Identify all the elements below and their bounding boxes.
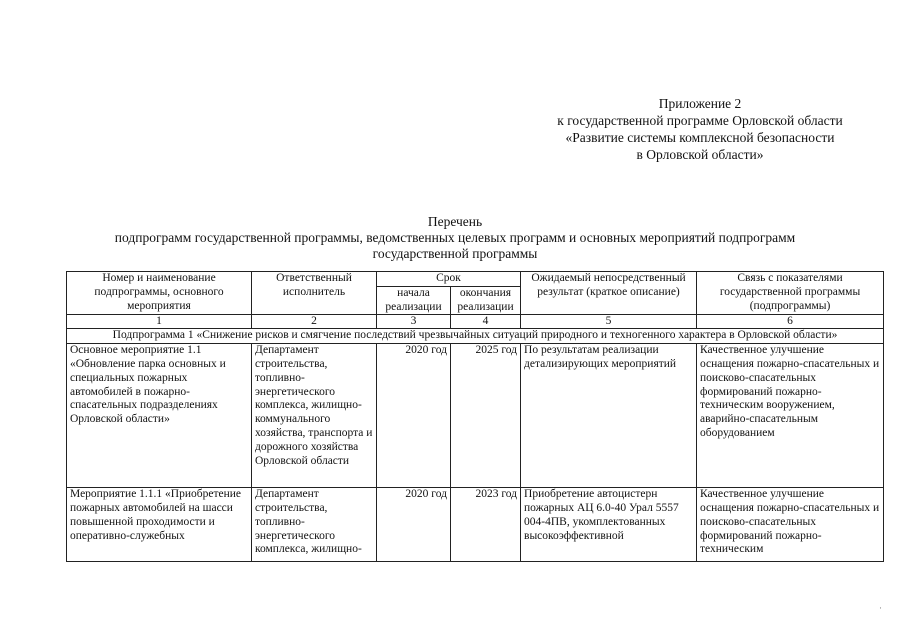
- column-numbers-row: [67, 315, 884, 329]
- column-number: 2: [252, 315, 377, 329]
- table-header-row: [67, 272, 884, 287]
- title-line: государственной программы: [372, 246, 538, 261]
- appendix-line: к государственной программе Орловской области: [557, 113, 843, 128]
- header-start: начала реализации: [377, 286, 451, 315]
- document-title: [40, 214, 870, 262]
- row-name: Основное мероприятие 1.1 «Обновление парка основных и специальных пожарных автомобилей в пожарно-спасательных подразделениях Орловской области»: [67, 344, 252, 488]
- scan-mark: ·: [879, 603, 882, 613]
- subprogram-row: [67, 329, 884, 344]
- title-line: Перечень: [427, 214, 483, 229]
- row-result: По результатам реализации детализирующих мероприятий: [521, 344, 697, 488]
- row-executor: Департамент строительства, топливно-энергетического комплекса, жилищно-: [252, 488, 377, 562]
- row-start: 2020 год: [377, 488, 451, 562]
- table-row: [67, 344, 884, 488]
- header-term: Срок: [377, 272, 521, 287]
- appendix-line: в Орловской области»: [636, 147, 764, 162]
- row-link: Качественное улучшение оснащения пожарно-спасательных и поисково-спасательных формирований пожарно-техническим: [697, 488, 884, 562]
- programs-table: [66, 271, 884, 562]
- row-end: 2023 год: [451, 488, 521, 562]
- row-name: Мероприятие 1.1.1 «Приобретение пожарных автомобилей на шасси повышенной проходимости и оперативно-служебных: [67, 488, 252, 562]
- header-result: Ожидаемый непосредственный результат (краткое описание): [521, 272, 697, 315]
- row-result: Приобретение автоцистерн пожарных АЦ 6.0-40 Урал 5557 004-4ПВ, укомплектованных высокоэффективной: [521, 488, 697, 562]
- column-number: 3: [377, 315, 451, 329]
- column-number: 6: [697, 315, 884, 329]
- column-number: 4: [451, 315, 521, 329]
- row-start: 2020 год: [377, 344, 451, 488]
- row-end: 2025 год: [451, 344, 521, 488]
- header-end: окончания реализации: [451, 286, 521, 315]
- appendix-line: Приложение 2: [658, 96, 742, 111]
- header-link: Связь с показателями государственной программы (подпрограммы): [697, 272, 884, 315]
- appendix-header: [520, 95, 880, 163]
- appendix-line: «Развитие системы комплексной безопасности: [565, 130, 835, 145]
- table-row: [67, 488, 884, 562]
- title-line: подпрограмм государственной программы, ведомственных целевых программ и основных мероприятий подпрограмм: [114, 230, 796, 245]
- header-executor: Ответственный исполнитель: [252, 272, 377, 315]
- column-number: 5: [521, 315, 697, 329]
- row-executor: Департамент строительства, топливно-энергетического комплекса, жилищно-коммунального хозяйства, транспорта и дорожного хозяйства Орловской области: [252, 344, 377, 488]
- subprogram-title: Подпрограмма 1 «Снижение рисков и смягчение последствий чрезвычайных ситуаций природного и техногенного характера в Орловской области»: [67, 329, 884, 344]
- column-number: 1: [67, 315, 252, 329]
- row-link: Качественное улучшение оснащения пожарно-спасательных и поисково-спасательных формирований пожарно-техническим вооружением, аварийно-спасательным оборудованием: [697, 344, 884, 488]
- header-name: Номер и наименование подпрограммы, основного мероприятия: [67, 272, 252, 315]
